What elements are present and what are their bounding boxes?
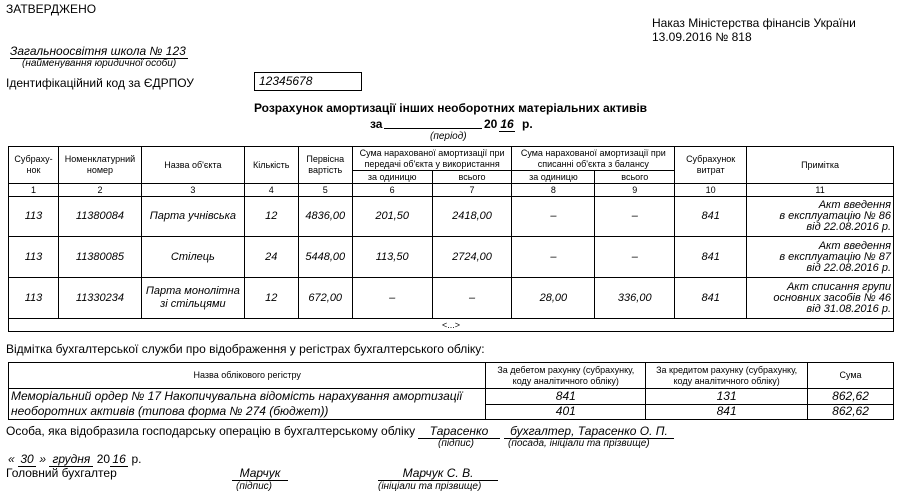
approved-stamp: ЗАТВЕРДЖЕНО — [6, 2, 97, 16]
cell-cost-subaccount: 841 — [675, 278, 747, 319]
period-caption: (період) — [430, 131, 467, 142]
chief-name: Марчук С. В. — [378, 466, 498, 481]
cell-initial-cost: 672,00 — [298, 278, 352, 319]
date-year-prefix: 20 — [96, 452, 111, 466]
cell-quantity: 12 — [244, 278, 298, 319]
cell-object-name: Стілець — [141, 237, 244, 278]
cell-cost-subaccount: 841 — [675, 237, 747, 278]
cell-object-name: Парта монолітна зі стільцями — [141, 278, 244, 319]
hdr-transfer-total: всього — [432, 171, 512, 184]
hdr-writeoff-group: Сума нарахованої амортизації при списанні об'єкта з балансу — [512, 147, 675, 171]
period-za: за — [370, 117, 383, 131]
date-year: 16 — [110, 452, 128, 467]
note-line: від 31.08.2016 р. — [806, 302, 891, 315]
accounting-table — [8, 362, 894, 420]
col-number: 10 — [675, 184, 747, 197]
cell-writeoff-total: – — [595, 237, 675, 278]
date-suffix: р. — [131, 452, 142, 466]
hdr-quantity: Кількість — [244, 147, 298, 184]
date-close-quote: » — [39, 452, 47, 466]
cell-writeoff-total: – — [595, 197, 675, 237]
col-number: 1 — [9, 184, 59, 197]
hdr-writeoff-total: всього — [595, 171, 675, 184]
col-number: 7 — [432, 184, 512, 197]
acc-hdr-sum: Сума — [808, 363, 894, 389]
col-number: 11 — [747, 184, 894, 197]
col-number: 9 — [595, 184, 675, 197]
hdr-object-name: Назва об'єкта — [141, 147, 244, 184]
cell-initial-cost: 4836,00 — [298, 197, 352, 237]
entity-caption: (найменування юридичної особи) — [22, 58, 177, 69]
amortization-table — [8, 146, 894, 332]
note-line: Акт введення — [818, 199, 891, 211]
cell-cost-subaccount: 841 — [675, 197, 747, 237]
chief-label: Головний бухгалтер — [6, 466, 117, 480]
hdr-writeoff-per-unit: за одиницю — [512, 171, 595, 184]
period-year-prefix: 20 — [484, 117, 498, 131]
cell-writeoff-unit: – — [512, 237, 595, 278]
cell-nomenclature: 11330234 — [58, 278, 141, 319]
person-signature-caption: (підпис) — [438, 438, 474, 449]
acc-sum: 862,62 — [808, 389, 894, 405]
cell-writeoff-unit: – — [512, 197, 595, 237]
cell-transfer-total: – — [432, 278, 512, 319]
cell-transfer-total: 2418,00 — [432, 197, 512, 237]
cell-transfer-unit: 201,50 — [352, 197, 432, 237]
acc-credit: 131 — [646, 389, 808, 405]
period-year: 16 — [500, 117, 514, 131]
acc-hdr-debit: За дебетом рахунку (субрахунку, коду аналітичного обліку) — [486, 363, 646, 389]
cell-writeoff-total: 336,00 — [595, 278, 675, 319]
table-row — [9, 197, 894, 237]
note-line: в експлуатацію № 86 — [779, 210, 891, 222]
cell-writeoff-unit: 28,00 — [512, 278, 595, 319]
acc-register-name: Меморіальний ордер № 17 Накопичувальна відомість нарахування амортизації необоротних активів (типова форма № 274 (бюджет)) — [9, 389, 486, 420]
date-line — [8, 452, 141, 467]
hdr-note: Примітка — [747, 147, 894, 184]
cell-nomenclature: 11380085 — [58, 237, 141, 278]
period-line — [384, 128, 482, 129]
cell-transfer-unit: 113,50 — [352, 237, 432, 278]
edrpou-field: 12345678 — [254, 72, 362, 91]
cell-transfer-unit: – — [352, 278, 432, 319]
edrpou-label: Ідентифікаційний код за ЄДРПОУ — [6, 76, 194, 90]
table-row — [9, 237, 894, 278]
table-row — [9, 389, 894, 405]
cell-subaccount: 113 — [9, 197, 59, 237]
col-number: 8 — [512, 184, 595, 197]
cell-subaccount: 113 — [9, 278, 59, 319]
note-line: основних засобів № 46 — [773, 291, 891, 304]
cell-subaccount: 113 — [9, 237, 59, 278]
table-row — [9, 278, 894, 319]
col-number: 5 — [298, 184, 352, 197]
person-signature: Тарасенко — [418, 424, 500, 439]
hdr-initial-cost: Первісна вартість — [298, 147, 352, 184]
cell-nomenclature: 11380084 — [58, 197, 141, 237]
chief-signature-caption: (підпис) — [236, 481, 272, 492]
acc-sum: 862,62 — [808, 404, 894, 420]
date-day: 30 — [18, 452, 36, 467]
entity-name: Загальноосвітня школа № 123 — [10, 44, 188, 59]
person-position-caption: (посада, ініціали та прізвище) — [508, 438, 650, 449]
hdr-transfer-group: Сума нарахованої амортизації при передачі об'єкта у використання — [352, 147, 512, 171]
doc-title: Розрахунок амортизації інших необоротних матеріальних активів — [253, 101, 648, 115]
cell-note — [747, 197, 894, 237]
hdr-nomenclature: Номенклатурний номер — [58, 147, 141, 184]
period-year-suffix: р. — [522, 117, 533, 131]
acc-hdr-credit: За кредитом рахунку (субрахунку, коду аналітичного обліку) — [646, 363, 808, 389]
col-number: 4 — [244, 184, 298, 197]
note-line: від 22.08.2016 р. — [806, 261, 891, 274]
cell-quantity: 24 — [244, 237, 298, 278]
cell-transfer-total: 2724,00 — [432, 237, 512, 278]
acc-debit: 841 — [486, 389, 646, 405]
order-line1: Наказ Міністерства фінансів України — [652, 16, 856, 30]
cell-object-name: Парта учнівська — [141, 197, 244, 237]
note-line: Акт введення — [818, 239, 891, 252]
col-number: 3 — [141, 184, 244, 197]
hdr-cost-subaccount: Субрахунок витрат — [675, 147, 747, 184]
person-position: бухгалтер, Тарасенко О. П. — [504, 424, 674, 439]
date-month: грудня — [49, 452, 93, 467]
chief-name-caption: (ініціали та прізвище) — [378, 481, 482, 492]
person-label: Особа, яка відобразила господарську операцію в бухгалтерському обліку — [6, 424, 416, 438]
accounting-label: Відмітка бухгалтерської служби про відображення у регістрах бухгалтерського обліку: — [6, 342, 485, 356]
cell-initial-cost: 5448,00 — [298, 237, 352, 278]
note-line: Акт списання групи — [786, 280, 891, 293]
chief-signature: Марчук — [232, 466, 288, 481]
acc-hdr-register: Назва облікового регістру — [9, 363, 486, 389]
hdr-transfer-per-unit: за одиницю — [352, 171, 432, 184]
table-ellipsis: <...> — [9, 319, 894, 332]
date-open-quote: « — [8, 452, 15, 466]
hdr-subaccount: Субраху-нок — [9, 147, 59, 184]
col-number: 2 — [58, 184, 141, 197]
order-line2: 13.09.2016 № 818 — [652, 30, 752, 44]
cell-note — [747, 278, 894, 319]
acc-credit: 841 — [646, 404, 808, 420]
cell-note — [747, 237, 894, 278]
acc-debit: 401 — [486, 404, 646, 420]
cell-quantity: 12 — [244, 197, 298, 237]
note-line: від 22.08.2016 р. — [806, 221, 891, 233]
col-number: 6 — [352, 184, 432, 197]
note-line: в експлуатацію № 87 — [779, 250, 891, 263]
